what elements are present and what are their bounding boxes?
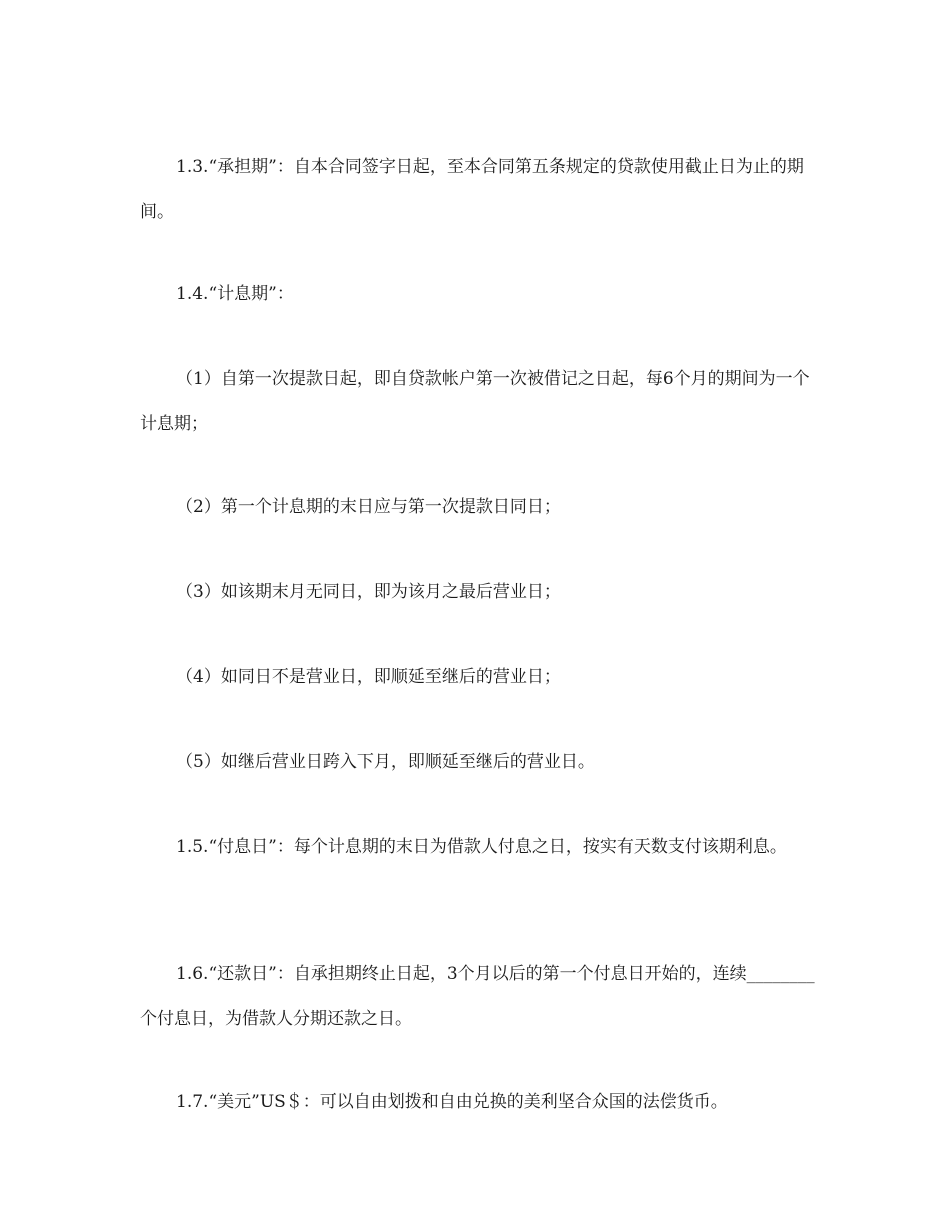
clause-1-4-item-5: （5）如继后营业日跨入下月，即顺延至继后的营业日。 (176, 752, 595, 772)
clause-1-3: 1.3.“承担期”：自本合同签字日起，至本合同第五条规定的贷款使用截止日为止的期间。 (140, 157, 804, 222)
clause-1-6: 1.6.“还款日”：自承担期终止日起，3个月以后的第一个付息日开始的，连续________个付息日，为借款人分期还款之日。 (140, 964, 815, 1029)
clause-1-4: 1.4.“计息期”： (176, 284, 294, 304)
clause-1-4-item-2: （2）第一个计息期的末日应与第一次提款日同日； (176, 497, 561, 517)
clause-1-4-item-4: （4）如同日不是营业日，即顺延至继后的营业日； (176, 667, 561, 687)
clause-1-4-item-3: （3）如该期末月无同日，即为该月之最后营业日； (176, 582, 561, 602)
clause-1-4-item-1: （1）自第一次提款日起，即自贷款帐户第一次被借记之日起，每6个月的期间为一个计息期； (140, 369, 810, 434)
clause-1-5: 1.5.“付息日”：每个计息期的末日为借款人付息之日，按实有天数支付该期利息。 (176, 837, 787, 857)
clause-1-7: 1.7.“美元”US＄：可以自由划拨和自由兑换的美利坚合众国的法偿货币。 (176, 1092, 728, 1112)
